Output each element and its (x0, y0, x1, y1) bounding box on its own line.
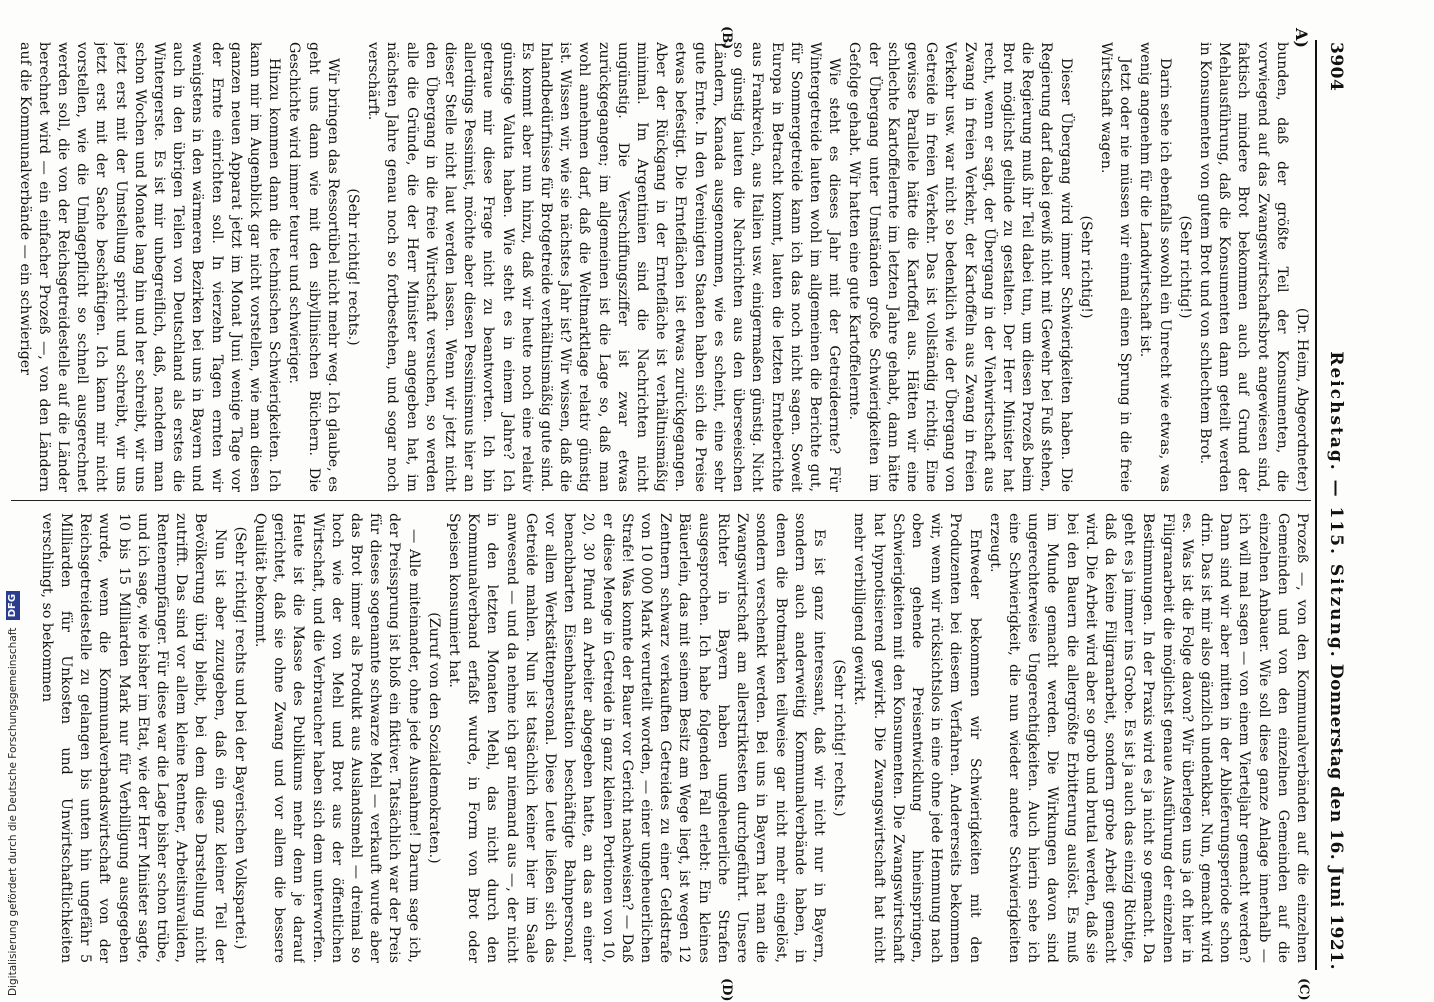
margin-marker-a: A) (1292, 28, 1311, 48)
paragraph: bunden, daß der größte Teil der Konsumenten, die vorwiegend auf das Zwangswirtschaftsbrot angewiesen sind, faktisch mindere Brot bekommen auch auf Grund der Mehlausführung, daß die Konsumenten dann geteilt werden in Konsumenten von gutem Brot und von schlechtem Brot. (1196, 42, 1290, 492)
interjection: (Sehr richtig! rechts.) (831, 659, 848, 817)
interjection: (Sehr richtig!) (1077, 215, 1094, 319)
margin-marker-b: (B) (719, 26, 734, 50)
page-header (1320, 40, 1346, 970)
credit-text: Digitalisierung gefördert durch die Deutsche Forschungsgemeinschaft (7, 627, 19, 996)
paragraph: Prozeß —, von den Kommunalverbänden auf die einzelnen Gemeinden und von den einzelnen Gemeinden auf die einzelnen Anbauer. Wie soll diese ganze Anlage innerhalb — ich will mal sagen — von einem Vierteljahr gemacht werden? Dann sind wir aber mitten in der Ablieferungsperiode schon drin. Das ist mir also gänzlich undenkbar. Nun, gemacht wird es. Was ist die Folge davon? Wir überlegen uns ja oft hier in Filigranarbeit die möglichst genaue Ausführung der einzelnen Bestimmungen. In der Praxis wird es ja nicht so gemacht. Da geht es ja immer ins Grobe. Es ist ja auch das einzig Richtige, daß da keine Filigranarbeit, sondern grobe Arbeit gemacht wird. Die Arbeit wird aber so grob und brutal werden, daß sie bei den Bauern die allergrößte Erbitterung auslöst. Es muß im Munde gemacht werden. Die Wirkungen davon sind ungerechterweise Ungerechtigkeiten. Auch hierin sehe ich eine Schwierigkeit, die nun wieder andere Schwierigkeiten erzeugt. (986, 513, 1310, 963)
paragraph: Dieser Übergang wird immer Schwierigkeiten haben. Die Regierung darf dabei gewiß nicht mit Gewehr bei Fuß stehen, die Regierung muß ihr Teil dabei tun, um diesen Prozeß beim Brot möglichst gelinde zu gestalten. Der Herr Minister hat recht, wenn er sagt, der Übergang in der Viehwirtschaft aus Zwang in freien Verkehr, der Kartoffeln aus Zwang in freien Verkehr usw. war nicht so bedenklich wie der Übergang von Getreide in freien Verkehr. Das ist vollständig richtig. Eine gewisse Parallele hätte die Kartoffel aus. Hätten wir eine schlechte Kartoffelernte im letzten Jahre gehabt, dann hätte der Übergang unter Umständen große Schwierigkeiten im Gefolge gehabt. Wir hatten eine gute Kartoffelernte. (846, 42, 1074, 492)
header-rule (1315, 40, 1317, 970)
interjection: (Zuruf von den Sozialdemokraten.) (425, 612, 442, 864)
session-date: Donnerstag den 16. Juni 1921. (1326, 663, 1346, 970)
paragraph: Wir bringen das Ressortübel nicht mehr weg. Ich glaube, es geht uns dann wie mit den sibyllinischen Büchern. Die Geschichte wird immer teurer und schwieriger. (286, 42, 341, 492)
paragraph: (Dr. Heim, Abgeordneter) (1294, 307, 1310, 492)
dfg-logo: DFG (6, 591, 20, 620)
interjection: (Sehr richtig! rechts und bei der Bayerischen Volkspartei.) (231, 526, 248, 950)
paragraph: Wie steht es dieses Jahr mit der Getreideernte? Für Wintergetreide lauten wohl im allgemeinen die Berichte gut, für Sommergetreide kann ich das noch nicht sagen. Soweit Europa in Betracht kommt, lauten die letzten Ernteberichte aus Frankreich, aus Italien usw. einigermaßen günstig. Nicht so günstig lauten die Nachrichten aus den überseeischen Ländern, Kanada ausgenommen, wie es scheint, eine sehr gute Ernte. In den Vereinigten Staaten haben sich die Preise etwas befestigt. Die Ernteflächen ist etwas zurückgegangen. Aber der Rückgang in der Erntefläche ist verhältnismäßig minimal. Im Argentinien sind die Nachrichten nicht ungünstig. Die Verschiffungsziffer ist zwar etwas zurückgegangen; im allgemeinen ist die Lage so, daß man wohl annehmen darf, daß die Weltmarktlage relativ günstig ist. Wissen wir, wie sie nächstes Jahr ist? Wir wissen, daß die Inlandbedürfnisse für Brotgetreide verhältnismäßig gute sind. Es kommt aber nun hinzu, daß wir heute noch eine relativ günstige Valuta haben. Wie steht es in einem Jahre? Ich getraue mir diese Frage nicht zu beantworten. Ich bin allerdings Pessimist, möchte aber diesen Pessimismus hier an dieser Stelle nicht laut werden lassen. Wenn wir jetzt nicht den Übergang in die freie Wirtschaft versuchen, so werden alle die Gründe, die der Herr Minister angegeben hat, im nächsten Jahre genau noch so fortbestehen, und sogar noch verschärft. (365, 42, 843, 492)
paragraph: Jetzt oder nie müssen wir einmal einen Sprung in die freie Wirtschaft wagen. (1097, 42, 1134, 492)
margin-marker-d: (D) (719, 978, 734, 1002)
paragraph: Hinzu kommen dann die technischen Schwierigkeiten. Ich kann mir im Augenblick gar nicht vorstellen, wie man diesen ganzen neuen Apparat jetzt im Monat Juni wenige Tage vor der Ernte einrichten soll. In vierzehn Tagen ernten wir wenigstens in den wärmeren Bezirken bei uns in Bayern und auch in den übrigen Teilen von Deutschland als erstes die Wintergerste. Es ist mir unbegreiflich, daß, nachdem man schon Wochen und Monate lang hin und her schreibt, wir uns jetzt erst mit der Umstellung spricht und schreibt, wir uns jetzt erst mit der Sache beschäftigen. Ich kann mir nicht vorstellen, wie die Umlagepflicht so schnell ausgerechnet werden soll, die von der Reichsgetreidestelle auf die Länder berechnet wird — ein einfacher Prozeß —, von den Ländern auf die Kommunalverbände — ein schwieriger (16, 42, 283, 492)
text-column-left (11, 42, 1311, 492)
page-title: Reichstag. — 115. Sitzung. (1326, 351, 1346, 659)
paragraph: Entweder bekommen wir Schwierigkeiten mit den Produzenten bei diesem Verfahren. Andererseits bekommen wir, wenn wir rücksichtslos in eine ohne jede Hemmung nach oben gehende Preisentwicklung hineinspringen, Schwierigkeiten mit den Konsumenten. Die Zwangswirtschaft hat hypnotisierend gewirkt. Die Zwangswirtschaft hat nicht mehr verbilligend gewirkt. (851, 513, 983, 963)
interjection: (Sehr richtig!) (1176, 215, 1193, 319)
paragraph: Darin sehe ich ebenfalls sowohl ein Unrecht wie etwas, was wenig angenehm für die Landwirtschaft ist. (1137, 42, 1173, 492)
paragraph: — Alle miteinander, ohne jede Ausnahme! Darum sage ich, der Preissprung ist bloß ein fiktiver. Tatsächlich war der Preis für dieses sogenannte schwarze Mehl — verkauft wurde aber das Brot immer als Produkt aus Auslandsmehl — dreimal so hoch wie der von Mehl und Brot aus der öffentlichen Wirtschaft, und die Verbraucher haben sich dem unterworfen. Heute ist die Masse des Publikums mehr denn je darauf gerichtet, daß sie ohne Zwang und vor allem die bessere Qualität bekommt. (252, 513, 422, 963)
page-number: 3904 (1326, 42, 1346, 92)
margin-marker-c: (C) (1296, 978, 1311, 1001)
paragraph: Nun ist aber zuzugeben, daß ein ganz kleiner Teil der Bevölkerung übrig bleibt, bei dem diese Darstellung nicht zutrifft. Das sind vor allem kleine Rentner, Arbeitsinvaliden, Rentenempfänger. Für diese war die Lage bisher schon trübe, und ich sage, wie bisher im Etat, wie der Herr Minister sagte, 10 bis 15 Milliarden Mark nur für Verbilligung ausgegeben wurde, wenn die Kommunalverbandswirtschaft von der Reichsgetreidestelle zu gelangen bis unten hin ungefähr 5 Milliarden für Unkosten und Unwirtschaftlichkeiten verschlingt, so bekommen (38, 513, 228, 963)
digitization-credit (0, 593, 24, 996)
paragraph: Es ist ganz interessant, daß wir nicht nur in Bayern, sondern auch anderweitig Kommunalverbände haben, in denen die Brotmarken teilweise gar nicht mehr eingelöst, sondern verschenkt werden. Bei uns in Bayern hat man die Zwangswirtschaft am allerstriktesten durchgeführt. Unsere Richter in Bayern haben ungeheuerliche Strafen ausgesprochen. Ich habe folgenden Fall erlebt: Ein kleines Bäuerlein, das mit seinem Besitz am Wege liegt, ist wegen 12 Zentnern schwarz verkauften Getreides zu einer Geldstrafe von 10 000 Mark verurteilt worden, — einer ungeheuerlichen Strafe! Was konnte der Bauer vor Gericht nachweisen? — Daß er diese Menge in Getreide in ganz kleinen Portionen von 10, 20, 30 Pfund an Arbeiter abgegeben hatte, an das an einer benachbarten Eisenbahnstation beschäftigte Bahnpersonal, vor allem Werkstättenpersonal. Diese Leute ließen sich das Getreide mahlen. Nun ist tatsächlich keiner hier im Saale anwesend — und da nehme ich gar niemand aus —, der nicht in den letzten Monaten Mehl, das nicht durch den Kommunalverband erfaßt wurde, in Form von Brot oder Speisen konsumiert hat. (446, 513, 827, 963)
text-column-right (11, 513, 1311, 963)
interjection: (Sehr richtig! rechts.) (345, 188, 362, 346)
column-divider (11, 500, 1311, 501)
